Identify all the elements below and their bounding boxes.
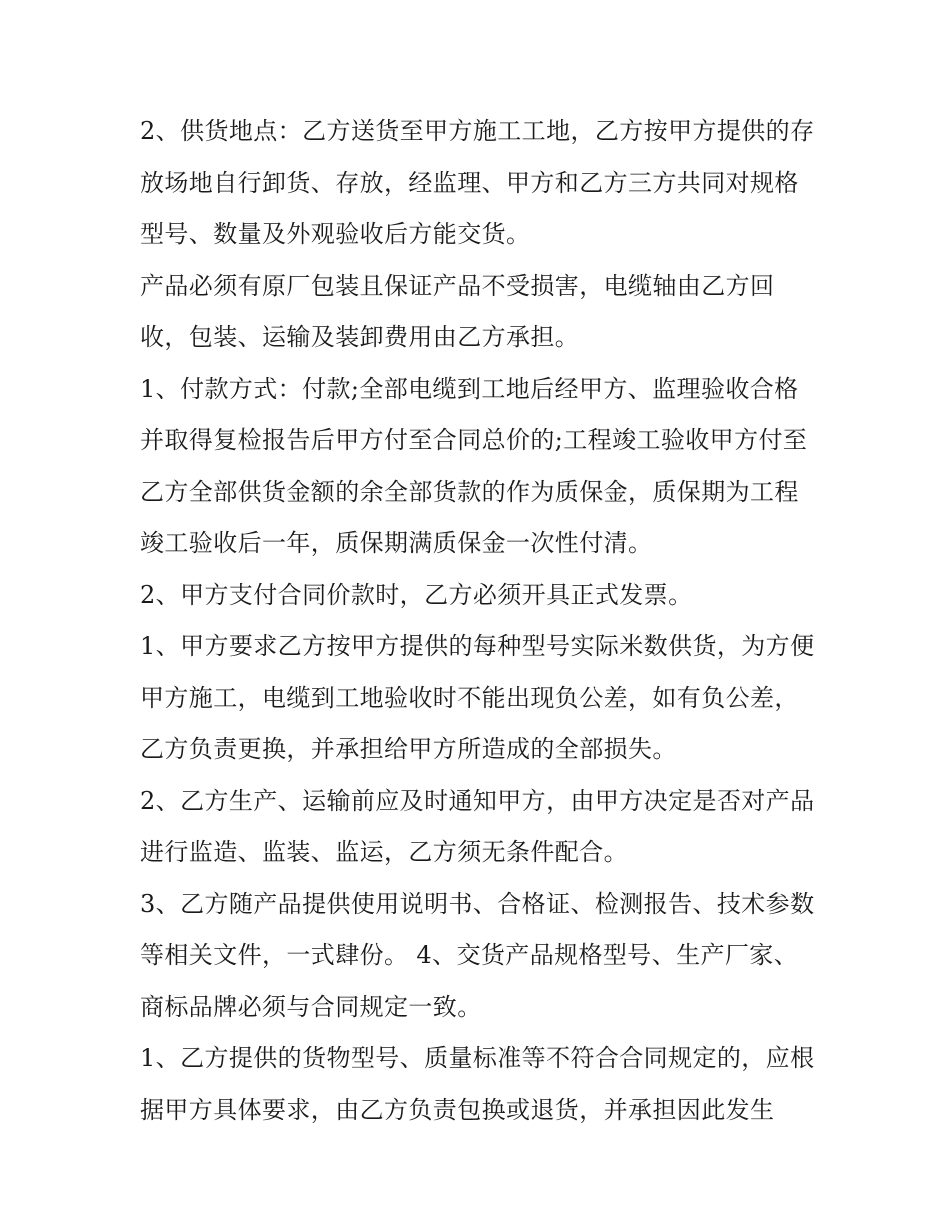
paragraph-payment-method: 1、付款方式：付款;全部电缆到工地后经甲方、监理验收合格并取得复检报告后甲方付至合同总价的;工程竣工验收甲方付至乙方全部供货金额的余全部货款的作为质保金，质保期为工程竣工验收后一年，质保期满质保金一次性付清。 — [140, 374, 808, 557]
paragraph-supply-quantity: 1、甲方要求乙方按甲方提供的每种型号实际米数供货，为方便甲方施工，电缆到工地验收时不能出现负公差，如有负公差，乙方负责更换，并承担给甲方所造成的全部损失。 — [140, 632, 815, 763]
paragraph-invoice: 2、甲方支付合同价款时，乙方必须开具正式发票。 — [140, 580, 693, 609]
paragraph-delivery-location: 2、供货地点：乙方送货至甲方施工工地，乙方按甲方提供的存放场地自行卸货、存放，经监理、甲方和乙方三方共同对规格型号、数量及外观验收后方能交货。 — [140, 117, 815, 248]
paragraph-packaging: 产品必须有原厂包装且保证产品不受损害，电缆轴由乙方回收，包装、运输及装卸费用由乙方承担。 — [140, 271, 775, 351]
paragraph-production-notice: 2、乙方生产、运输前应及时通知甲方，由甲方决定是否对产品进行监造、监装、监运，乙方须无条件配合。 — [140, 786, 815, 866]
document-body — [140, 106, 820, 1136]
paragraph-documents: 3、乙方随产品提供使用说明书、合格证、检测报告、技术参数等相关文件，一式肆份。 4、交货产品规格型号、生产厂家、商标品牌必须与合同规定一致。 — [140, 889, 815, 1021]
paragraph-nonconformity: 1、乙方提供的货物型号、质量标准等不符合合同规定的，应根据甲方具体要求，由乙方负责包换或退货，并承担因此发生 — [140, 1044, 815, 1124]
